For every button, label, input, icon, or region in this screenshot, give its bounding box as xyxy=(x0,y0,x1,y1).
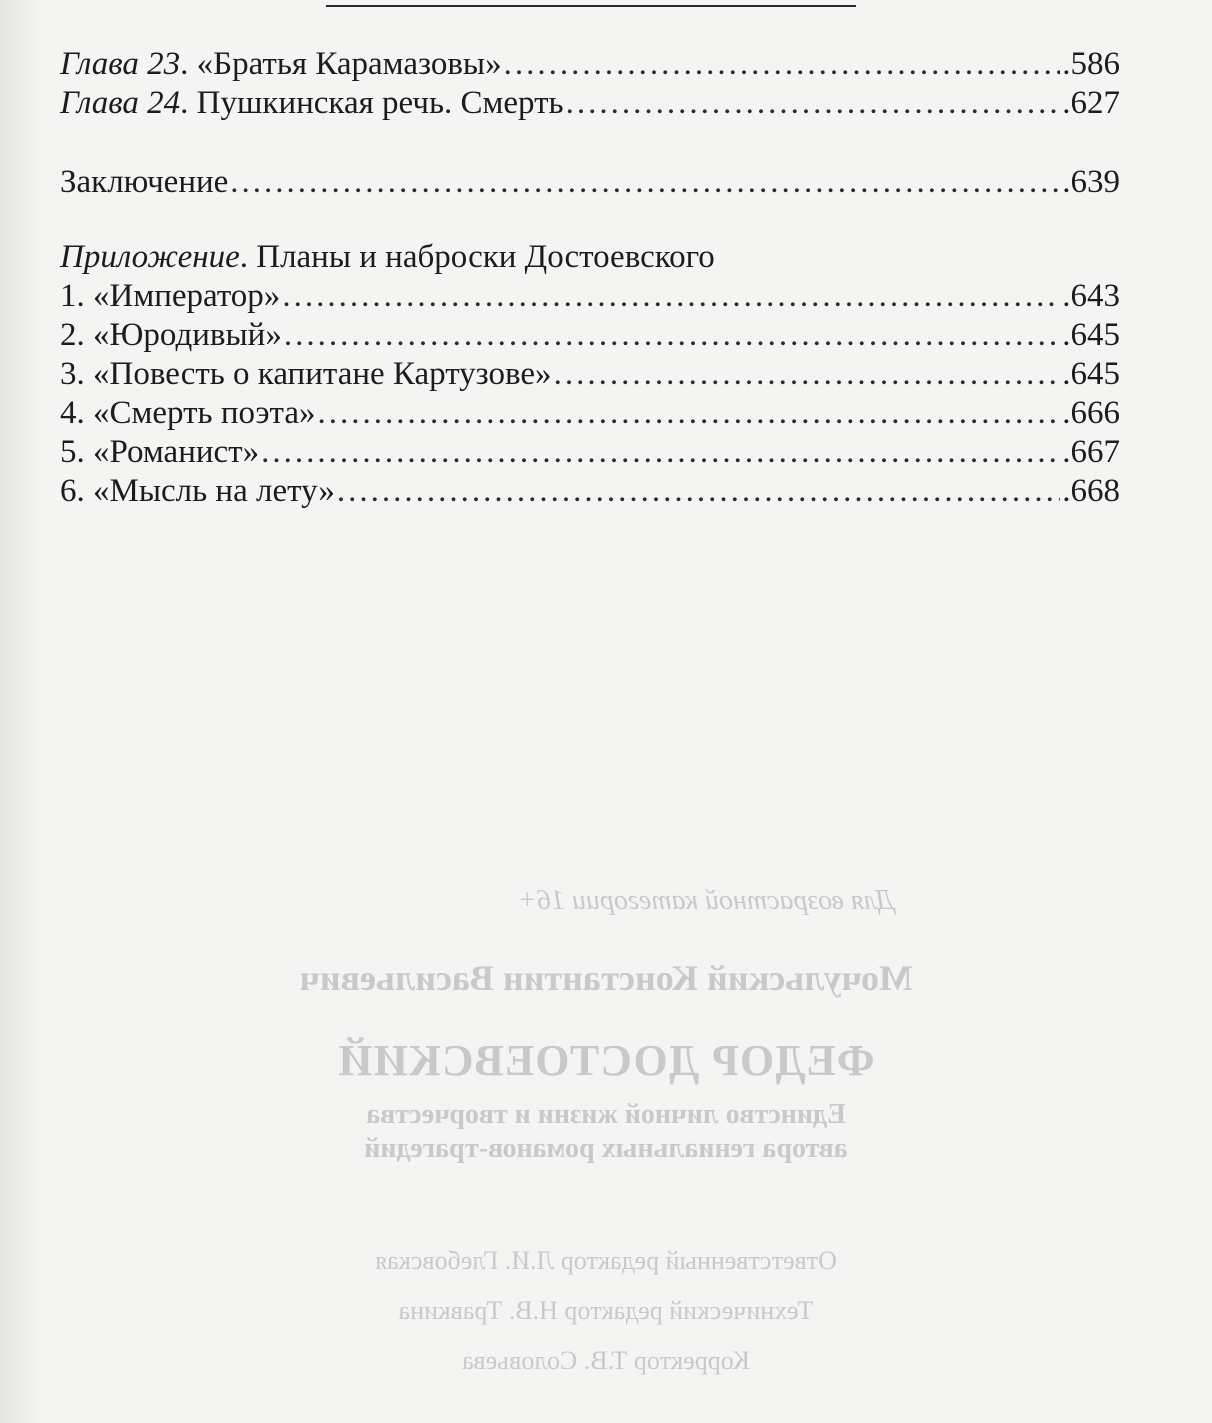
toc-entry-appendix-3 xyxy=(60,355,1120,394)
appendix-item-title: 5. «Романист» xyxy=(60,434,260,470)
chapter-label: Глава 24 xyxy=(60,85,181,121)
show-through-imprint xyxy=(0,885,1212,1386)
chapter-title: . Пушкинская речь. Смерть xyxy=(180,85,564,121)
chapter-title: . «Братья Карамазовы» xyxy=(180,46,502,82)
toc-entry-appendix-5 xyxy=(60,433,1120,472)
page-number: .643 xyxy=(1062,278,1120,314)
imprint-subtitle-line: Единство личной жизни и творчества xyxy=(366,1099,846,1130)
toc-entry-conclusion xyxy=(60,163,1120,202)
toc-entry-appendix-2 xyxy=(60,316,1120,355)
page-number: .639 xyxy=(1062,164,1120,200)
toc-entry-appendix-4 xyxy=(60,394,1120,433)
dot-leader xyxy=(566,84,1061,123)
page-number: .645 xyxy=(1062,356,1120,392)
toc-entry-title xyxy=(60,45,502,84)
dot-leader xyxy=(554,355,1061,394)
imprint-credits xyxy=(0,1236,1212,1386)
imprint-subtitle xyxy=(0,1098,1212,1166)
dot-leader xyxy=(230,163,1060,202)
page-number: .667 xyxy=(1062,434,1120,470)
table-of-contents xyxy=(60,45,1120,511)
imprint-author: Мочульский Константин Васильевич xyxy=(299,958,913,998)
toc-entry-chapter-24 xyxy=(60,84,1120,123)
imprint-subtitle-line: автора гениальных романов-трагедий xyxy=(364,1133,848,1164)
appendix-title: . Планы и наброски Достоевского xyxy=(239,239,715,275)
page-number: .627 xyxy=(1062,85,1120,121)
page-number: .645 xyxy=(1062,317,1120,353)
appendix-heading xyxy=(60,238,1120,277)
page-number: .666 xyxy=(1062,395,1120,431)
dot-leader xyxy=(318,394,1061,433)
appendix-label: Приложение xyxy=(60,239,240,275)
dot-leader xyxy=(337,472,1060,511)
page-number: .586 xyxy=(1062,46,1120,82)
credit-line: Корректор Т.В. Соловьева xyxy=(462,1346,750,1375)
appendix-item-title: 4. «Смерть поэта» xyxy=(60,395,316,431)
appendix-item-title: 1. «Император» xyxy=(60,278,281,314)
toc-entry-appendix-6 xyxy=(60,472,1120,511)
conclusion-title: Заключение xyxy=(60,164,229,200)
imprint-book-title: ФЕДОР ДОСТОЕВСКИЙ xyxy=(337,1036,875,1085)
credit-line: Ответственный редактор Л.И. Глебовская xyxy=(375,1246,837,1275)
dot-leader xyxy=(284,316,1060,355)
dot-leader xyxy=(261,433,1060,472)
page-number: .668 xyxy=(1062,473,1120,509)
credit-line: Технический редактор Н.В. Травкина xyxy=(398,1296,814,1325)
appendix-item-title: 3. «Повесть о капитане Картузове» xyxy=(60,356,552,392)
toc-entry-chapter-23 xyxy=(60,45,1120,84)
toc-entry-appendix-1 xyxy=(60,277,1120,316)
dot-leader xyxy=(282,277,1060,316)
toc-entry-title xyxy=(60,84,564,123)
dot-leader xyxy=(504,45,1061,84)
chapter-label: Глава 23 xyxy=(60,46,181,82)
appendix-item-title: 2. «Юродивый» xyxy=(60,317,282,353)
appendix-item-title: 6. «Мысль на лету» xyxy=(60,473,335,509)
top-rule xyxy=(326,5,856,7)
age-rating: Для возрастной категории 16+ xyxy=(518,885,894,916)
